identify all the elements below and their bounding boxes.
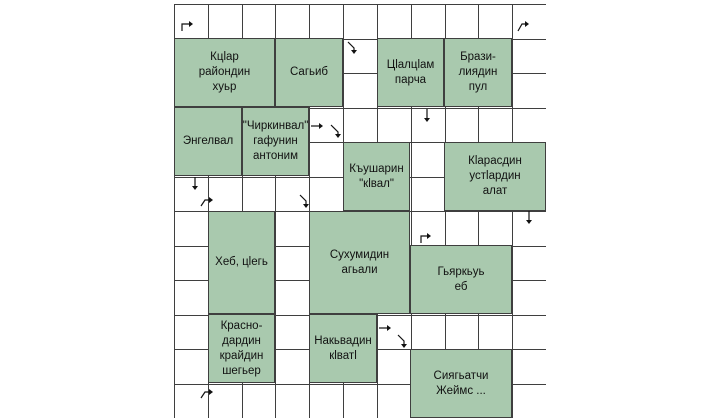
down-arrow-icon: [522, 210, 536, 224]
clue-cell: Цlалцlам парча: [377, 38, 444, 107]
crossword-board: [174, 4, 546, 418]
right-arrow-icon: [310, 120, 324, 134]
clue-cell: Сагьиб: [275, 38, 343, 107]
clue-cell: Брази- лиядин пул: [444, 38, 512, 107]
right-arrow-icon: [378, 322, 392, 336]
down-arrow-icon: [396, 334, 410, 348]
clue-cell: Гьяркьуь еб: [410, 245, 512, 314]
clue-cell: Энгелвал: [174, 107, 242, 176]
clue-cell: Къушарин "кlвал": [343, 142, 410, 211]
down-arrow-icon: [298, 194, 312, 208]
clue-cell: Кlарасдин устlардин алат: [444, 142, 546, 211]
down-arrow-icon: [420, 108, 434, 122]
right-arrow-icon: [200, 386, 214, 400]
right-arrow-icon: [516, 18, 530, 32]
clue-cell: Кцlар райондин хуьр: [174, 38, 275, 107]
clue-cell: Красно- дардин крайдин шегьер: [208, 314, 275, 383]
right-arrow-icon: [418, 230, 432, 244]
clue-cell: "Чиркинвал" гафунин антоним: [242, 107, 309, 176]
down-arrow-icon: [330, 124, 344, 138]
down-arrow-icon: [346, 40, 360, 54]
right-arrow-icon: [180, 18, 194, 32]
clue-cell: Сухумидин агьали: [309, 211, 410, 314]
clue-cell: Хеб, цlегь: [208, 211, 275, 314]
down-arrow-icon: [188, 176, 202, 190]
clue-cell: Сиягьатчи Жеймс ...: [410, 349, 512, 418]
right-arrow-icon: [200, 194, 214, 208]
clue-cell: Накьвадин кlватl: [309, 314, 377, 383]
